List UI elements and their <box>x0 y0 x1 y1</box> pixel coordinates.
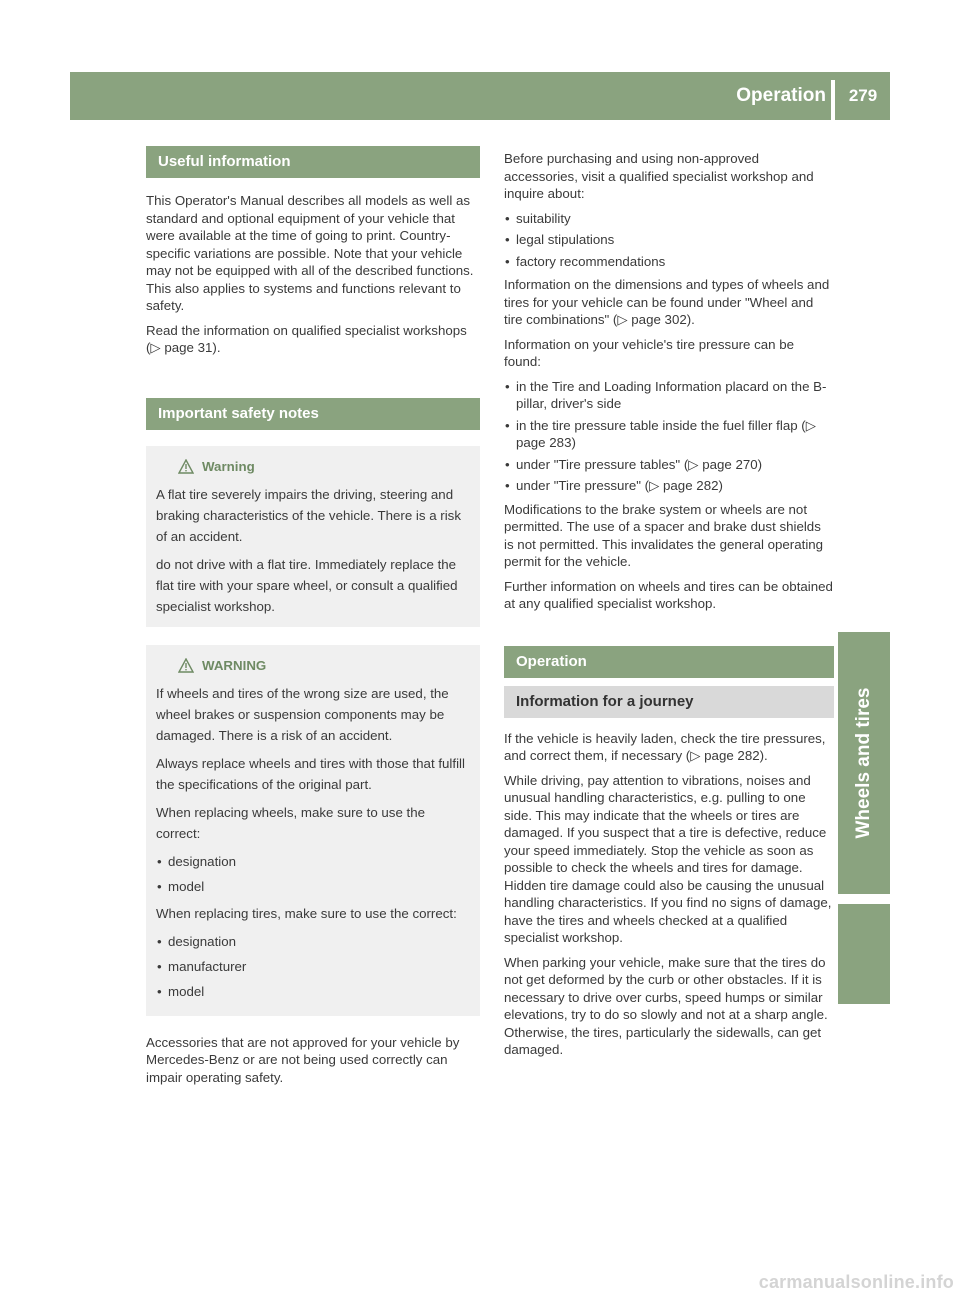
operation-paragraph: When parking your vehicle, make sure that the tires do not get deformed by the curb or other obstacles. If it is necessary to drive over curbs, speed humps or similar elevations, try to do so slowly and not at a sharp angle. Otherwise, the tires, particularly the sidewalls, can get damaged. <box>504 954 828 1057</box>
list-item: • suitability <box>504 210 834 228</box>
warning-paragraph: do not drive with a flat tire. Immediately replace the flat tire with your spare wheel, or consult a qualified specialist workshop. <box>156 556 458 614</box>
warning-title <box>156 456 470 478</box>
modifications-paragraph: Modifications to the brake system or wheels are not permitted. The use of a spacer and brake dust shields is not permitted. This invalidates the general operating permit for the vehicle. <box>504 501 824 569</box>
further-info-paragraph: Further information on wheels and tires can be obtained at any qualified specialist workshop. <box>504 578 833 611</box>
list-item: • in the Tire and Loading Information placard on the B-pillar, driver's side <box>504 378 834 413</box>
warning-title <box>156 655 470 677</box>
accessories-paragraph: Accessories that are not approved for your vehicle by Mercedes-Benz or are not being used correctly can impair operating safety. <box>146 1034 460 1085</box>
warning-triangle-icon <box>178 658 194 673</box>
safety-notes-heading: Important safety notes <box>146 398 480 430</box>
accessories-intro: Before purchasing and using non-approved accessories, visit a qualified specialist workshop and inquire about: <box>504 151 814 201</box>
tire-requirements-list <box>156 931 470 1002</box>
list-item: • model <box>156 981 470 1002</box>
wheel-requirements-list <box>156 851 470 897</box>
inquire-list <box>504 210 834 271</box>
side-tab-label: Wheels and tires <box>853 687 874 839</box>
side-tab-block <box>838 904 890 1004</box>
operation-paragraph: While driving, pay attention to vibrations, noises and unusual handling characteristics, e.g. pulling to one side. This may indicate that the wheels or tires are damaged. If you suspect that a tire is defective, reduce your speed immediately. Stop the vehicle as soon as possible to check the wheels and tires for damage. Hidden tire damage could also be causing the unusual handling characteristics. If you find no signs of damage, have the tires and wheels checked at a qualified specialist workshop. <box>504 772 832 945</box>
list-item: • manufacturer <box>156 956 470 977</box>
useful-info-paragraph-2: Read the information on qualified specialist workshops (▷ page 31). <box>146 322 467 355</box>
list-item: • factory recommendations <box>504 253 834 271</box>
header-divider <box>831 80 835 120</box>
left-column <box>146 146 480 1093</box>
warning-paragraph: A flat tire severely impairs the driving, steering and braking characteristics of the vehicle. There is a risk of an accident. <box>156 486 461 544</box>
operation-paragraph: If the vehicle is heavily laden, check the tire pressures, and correct them, if necessary (▷ page 282). <box>504 730 826 763</box>
pressure-list <box>504 378 834 495</box>
list-item: • legal stipulations <box>504 231 834 249</box>
dimensions-paragraph: Information on the dimensions and types of wheels and tires for your vehicle can be found under "Wheel and tire combinations" (▷ page 302). <box>504 277 830 327</box>
right-column <box>504 150 834 1066</box>
header-title: Operation <box>736 85 826 106</box>
list-item: • in the tire pressure table inside the fuel filler flap (▷ page 283) <box>504 417 834 452</box>
list-item: • under "Tire pressure tables" (▷ page 270) <box>504 456 834 474</box>
list-item: • model <box>156 876 470 897</box>
warning-title-text: WARNING <box>202 658 267 673</box>
pressure-intro: Information on your vehicle's tire pressure can be found: <box>504 336 795 369</box>
warning-box-wrong-size <box>146 645 480 1016</box>
list-item: • designation <box>156 931 470 952</box>
warning-triangle-icon <box>178 459 194 474</box>
warning-paragraph: Always replace wheels and tires with those that fulfill the specifications of the original part. <box>156 755 465 792</box>
useful-info-paragraph-1: This Operator's Manual describes all models as well as standard and optional equipment of your vehicle that were available at the time of going to print. Country-specific variations are possible. Note that your vehicle may not be equipped with all of the described functions. This also applies to systems and functions relevant to safety. <box>146 193 474 313</box>
list-item: • under "Tire pressure" (▷ page 282) <box>504 477 834 495</box>
watermark: carmanualsonline.info <box>758 1272 954 1292</box>
warning-paragraph: If wheels and tires of the wrong size are used, the wheel brakes or suspension components may be damaged. There is a risk of an accident. <box>156 685 449 743</box>
side-tab-wheels-and-tires <box>838 632 890 894</box>
warning-paragraph: When replacing wheels, make sure to use the correct: <box>156 804 426 841</box>
journey-subheading: Information for a journey <box>504 686 834 718</box>
warning-title-text: Warning <box>202 459 255 474</box>
list-item: • designation <box>156 851 470 872</box>
page-number: 279 <box>848 86 878 105</box>
operation-heading: Operation <box>504 646 834 678</box>
useful-info-heading: Useful information <box>146 146 480 178</box>
warning-paragraph: When replacing tires, make sure to use the correct: <box>156 905 457 921</box>
warning-box-flat-tire <box>146 446 480 627</box>
